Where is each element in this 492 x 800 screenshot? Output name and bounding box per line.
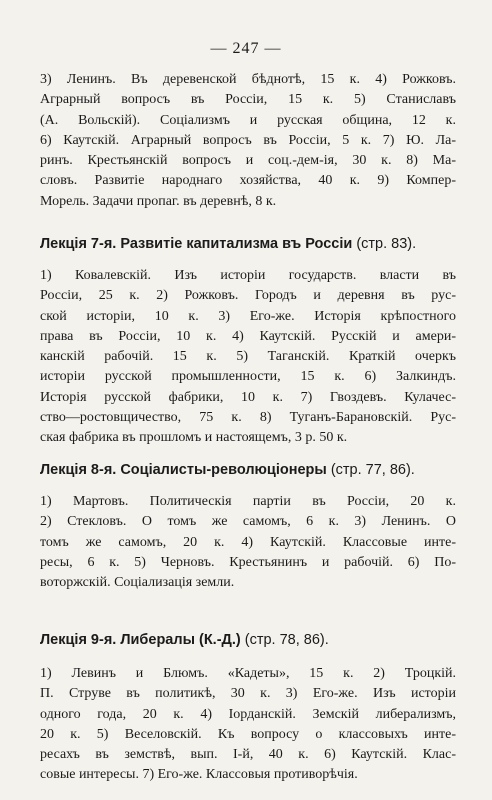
- text-line: 1) Ковалевскій. Изъ исторіи государств. власти въ: [40, 268, 456, 283]
- text-line: права въ Россіи, 10 к. 4) Каутскій. Русскій и амери-: [40, 328, 456, 344]
- paragraph-lecture-6-bibliography: [40, 70, 456, 212]
- heading-title: Лекція 8-я. Соціалисты-революціонеры: [40, 462, 327, 478]
- text-line: исторіи русской промышленности, 15 к. 6) Залкиндъ.: [40, 369, 456, 385]
- text-line: словъ. Развитіе народнаго хозяйства, 40 к. 9) Компер-: [40, 173, 456, 189]
- text-line: Аграрный вопросъ въ Россіи, 15 к. 5) Станиславъ: [40, 92, 456, 108]
- heading-lecture-8: [40, 462, 460, 478]
- text-line: ринъ. Крестьянскій вопросъ и соц.-дем-ія, 30 к. 8) Ма-: [40, 153, 456, 169]
- heading-title: Лекція 9-я. Либералы (К.-Д.): [40, 632, 241, 648]
- text-line: 1) Левинъ и Блюмъ. «Кадеты», 15 к. 2) Троцкій.: [40, 666, 456, 681]
- text-line: совые интересы. 7) Его-же. Классовыя противорѣчія.: [40, 767, 358, 783]
- heading-lecture-7: [40, 236, 460, 252]
- text-line: ресы, 6 к. 5) Черновъ. Крестьянинъ и рабочій. 6) По-: [40, 554, 456, 570]
- text-line: Морель. Задачи пропаг. въ деревнѣ, 8 к.: [40, 193, 277, 209]
- text-line: 1) Мартовъ. Политическія партіи въ Россіи, 20 к.: [40, 494, 456, 509]
- text-line: (А. Вольскій). Соціализмъ и русская община, 12 к.: [40, 112, 456, 128]
- paragraph-lecture-7-bibliography: [40, 266, 456, 449]
- text-line: томъ же самомъ, 20 к. 4) Каутскій. Классовые инте-: [40, 534, 456, 550]
- text-line: Россіи, 25 к. 2) Рожковъ. Городъ и деревня въ рус-: [40, 288, 456, 304]
- text-line: ресахъ въ земствѣ, вып. І-й, 40 к. 6) Каутскій. Клас-: [40, 747, 456, 763]
- text-line: одного года, 20 к. 4) Іорданскій. Земскій либерализмъ,: [40, 706, 456, 722]
- paragraph-lecture-9-bibliography: [40, 664, 456, 786]
- heading-page-ref: (стр. 77, 86).: [330, 462, 415, 478]
- page-number: — 247 —: [210, 40, 282, 57]
- text-line: П. Струве въ политикѣ, 30 к. 3) Его-же. Изъ исторіи: [40, 686, 456, 702]
- text-line: Исторія русской фабрики, 10 к. 7) Гвоздевъ. Кулачес-: [40, 389, 456, 405]
- text-line: ство—ростовщичество, 75 к. 8) Туганъ-Барановскій. Рус-: [40, 410, 456, 426]
- text-line: 6) Каутскій. Аграрный вопросъ въ Россіи, 5 к. 7) Ю. Ла-: [40, 132, 456, 148]
- heading-lecture-9: [40, 632, 460, 648]
- text-line: ская фабрика въ прошломъ и настоящемъ, 3 р. 50 к.: [40, 430, 348, 446]
- text-line: канскій рабочій. 15 к. 5) Таганскій. Краткій очеркъ: [40, 349, 456, 365]
- text-line: 2) Стекловъ. О томъ же самомъ, 6 к. 3) Ленинъ. О: [40, 514, 456, 530]
- heading-page-ref: (стр. 83).: [356, 236, 417, 252]
- heading-title: Лекція 7-я. Развитіе капитализма въ Россіи: [40, 236, 353, 252]
- text-line: 3) Ленинъ. Въ деревенской бѣднотѣ, 15 к. 4) Рожковъ.: [40, 72, 456, 87]
- text-line: 20 к. 5) Веселовскій. Къ вопросу о классовыхъ инте-: [40, 726, 456, 742]
- heading-page-ref: (стр. 78, 86).: [244, 632, 329, 648]
- text-line: ской исторіи, 10 к. 3) Его-же. Исторія крѣпостного: [40, 308, 456, 324]
- paragraph-lecture-8-bibliography: [40, 492, 456, 593]
- text-line: воторжскій. Соціализація земли.: [40, 575, 235, 591]
